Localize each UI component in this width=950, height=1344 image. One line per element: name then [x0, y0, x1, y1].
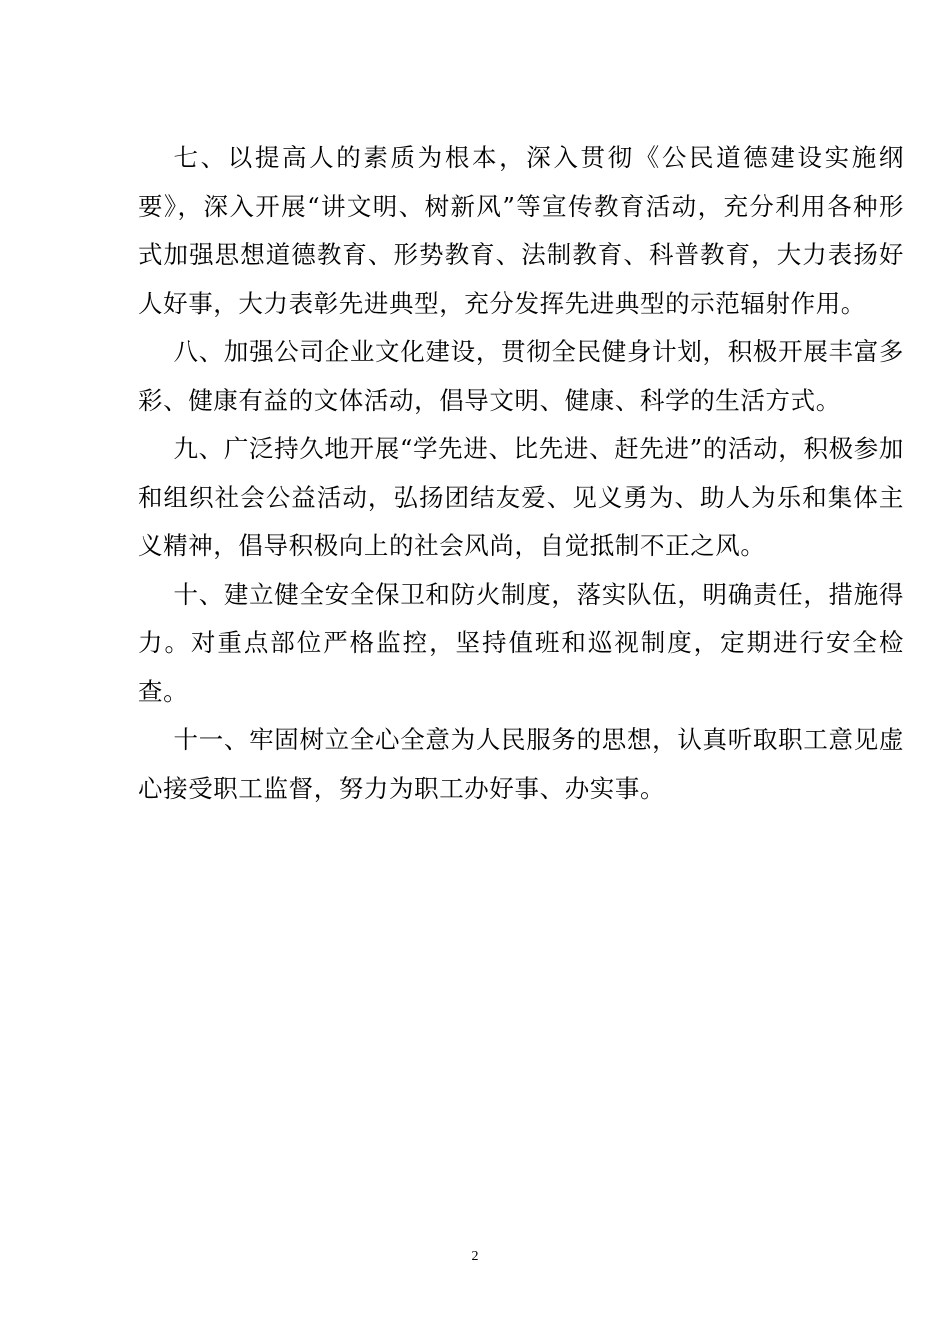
paragraph-8: 八、加强公司企业文化建设，贯彻全民健身计划，积极开展丰富多彩、健康有益的文体活动，倡导文明、健康、科学的生活方式。: [138, 337, 904, 415]
page-number: 2: [471, 1249, 479, 1264]
paragraph-10: 十、建立健全安全保卫和防火制度，落实队伍，明确责任，措施得力。对重点部位严格监控，坚持值班和巡视制度，定期进行安全检查。: [138, 579, 904, 706]
paragraph-11: 十一、牢固树立全心全意为人民服务的思想，认真听取职工意见虚心接受职工监督，努力为职工办好事、办实事。: [138, 725, 904, 803]
document-body: [138, 134, 904, 813]
paragraph-7: 七、以提高人的素质为根本，深入贯彻《公民道德建设实施纲要》，深入开展“讲文明、树新风”等宣传教育活动，充分利用各种形式加强思想道德教育、形势教育、法制教育、科普教育，大力表扬好人好事，大力表彰先进典型，充分发挥先进典型的示范辐射作用。: [138, 143, 904, 318]
paragraph-9: 九、广泛持久地开展“学先进、比先进、赶先进”的活动，积极参加和组织社会公益活动，弘扬团结友爱、见义勇为、助人为乐和集体主义精神，倡导积极向上的社会风尚，自觉抵制不正之风。: [138, 434, 904, 560]
